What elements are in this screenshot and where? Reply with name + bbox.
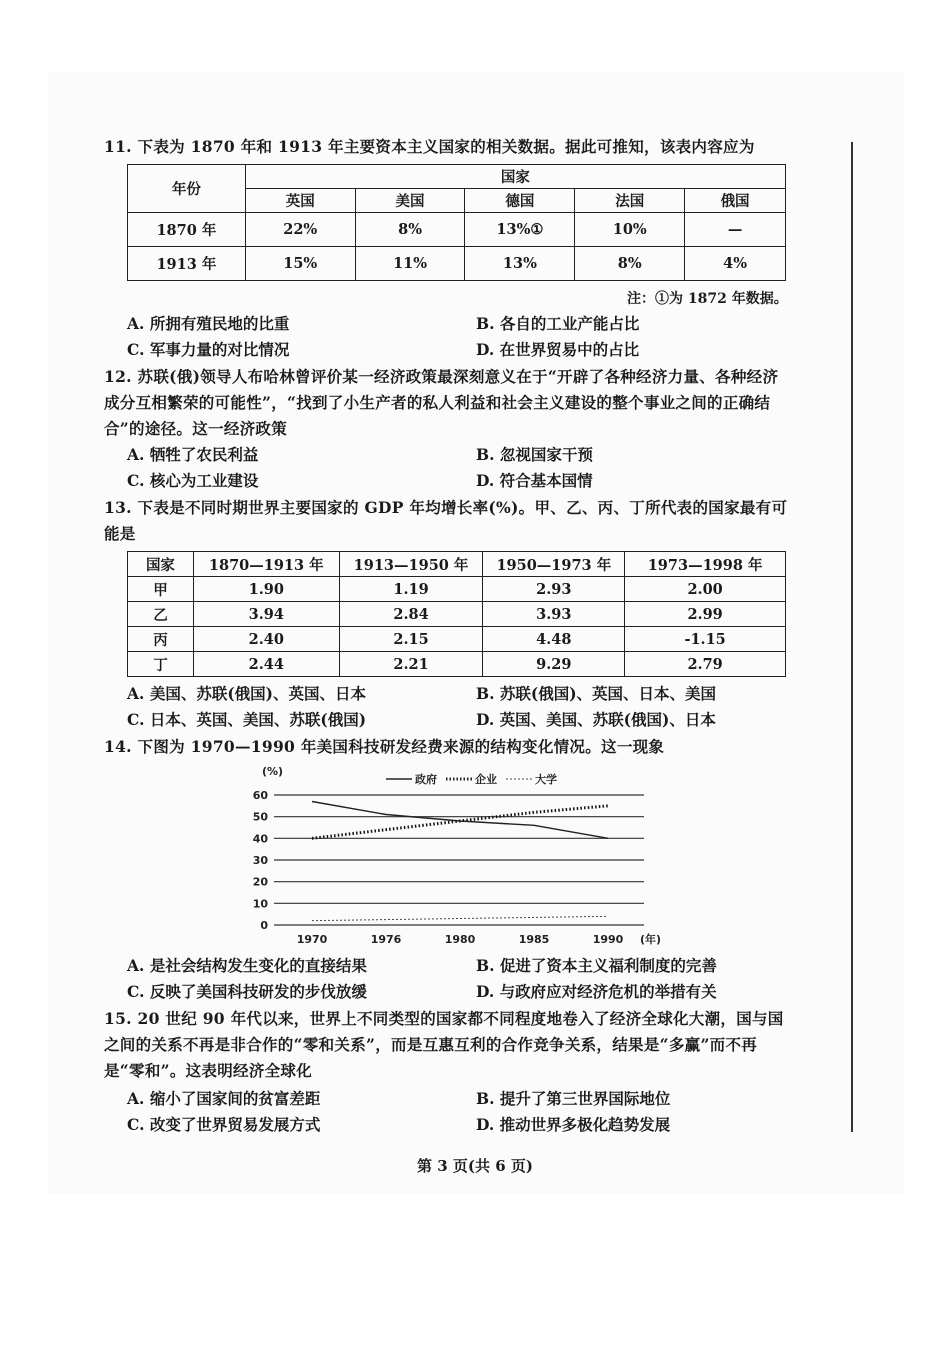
q13-cell: 2.84	[339, 602, 483, 627]
q11-table	[127, 164, 786, 281]
q15-option-b[interactable]: B. 提升了第三世界国际地位	[476, 1089, 671, 1108]
series-line-1	[312, 806, 608, 839]
q13-cell: 2.00	[625, 577, 786, 602]
q11-cell: 8%	[355, 213, 465, 247]
y-axis-label: (%)	[262, 765, 284, 778]
q13-cell: 2.44	[193, 652, 339, 677]
q15-stem: 15. 20 世纪 90 年代以来，世界上不同类型的国家都不同程度地卷入了经济全球化大潮，国与国之间的关系不再是非合作的“零和关系”，而是互惠互利的合作竞争关系，结果是“多赢”而不再是“零和”。这表明经济全球化	[104, 1009, 784, 1080]
q13-cell: 3.94	[193, 602, 339, 627]
q13-option-b[interactable]: B. 苏联(俄国)、英国、日本、美国	[476, 684, 717, 703]
q13-cell: 1.19	[339, 577, 483, 602]
q11-header-year: 年份	[128, 165, 246, 213]
q13-cell: 甲	[128, 577, 194, 602]
q11-option-a[interactable]: A. 所拥有殖民地的比重	[127, 314, 290, 333]
q11-cell: 10%	[575, 213, 685, 247]
q11-option-b[interactable]: B. 各自的工业产能占比	[476, 314, 640, 333]
q13-cell: 2.15	[339, 627, 483, 652]
q13-option-a[interactable]: A. 美国、苏联(俄国)、英国、日本	[127, 684, 366, 703]
margin-rule	[851, 142, 853, 1132]
q11-cell: 15%	[245, 247, 355, 281]
q15-option-d[interactable]: D. 推动世界多极化趋势发展	[476, 1115, 671, 1134]
q13-header: 国家	[128, 552, 194, 577]
q13-cell: 乙	[128, 602, 194, 627]
q12-stem: 12. 苏联(俄)领导人布哈林曾评价某一经济政策最深刻意义在于“开辟了各种经济力量、各种经济成分互相繁荣的可能性”，“找到了小生产者的私人利益和社会主义建设的整个事业之间的正确结合”的途径。这一经济政策	[104, 367, 779, 438]
q11-cell: 13%	[465, 247, 575, 281]
q13-cell: 2.21	[339, 652, 483, 677]
rd-funding-chart	[240, 760, 680, 952]
q11-country: 法国	[575, 189, 685, 213]
x-tick-label: 1970	[296, 933, 328, 946]
q13-option-d[interactable]: D. 英国、美国、苏联(俄国)、日本	[476, 710, 716, 729]
series-line-2	[312, 916, 608, 920]
q11-row-year: 1913 年	[128, 247, 246, 281]
q13-cell: 丙	[128, 627, 194, 652]
legend-label-government: 政府	[415, 773, 437, 786]
q13-cell: 2.40	[193, 627, 339, 652]
q11-row-year: 1870 年	[128, 213, 246, 247]
q15-option-c[interactable]: C. 改变了世界贸易发展方式	[127, 1115, 321, 1134]
x-tick-label: 1976	[370, 933, 402, 946]
q13-cell: 2.93	[483, 577, 625, 602]
q14-option-b[interactable]: B. 促进了资本主义福利制度的完善	[476, 956, 717, 975]
q13-header: 1913—1950 年	[339, 552, 483, 577]
q11-note: 注：①为 1872 年数据。	[627, 291, 788, 307]
q11-country: 德国	[465, 189, 575, 213]
y-tick-label: 30	[252, 854, 268, 867]
q13-cell: -1.15	[625, 627, 786, 652]
q11-stem: 11. 下表为 1870 年和 1913 年主要资本主义国家的相关数据。据此可推知，该表内容应为	[104, 137, 755, 156]
y-tick-label: 20	[252, 875, 268, 889]
q11-country: 美国	[355, 189, 465, 213]
y-tick-label: 60	[252, 789, 268, 802]
q15-option-a[interactable]: A. 缩小了国家间的贫富差距	[127, 1089, 321, 1108]
q14-option-d[interactable]: D. 与政府应对经济危机的举措有关	[476, 982, 717, 1001]
q13-header: 1870—1913 年	[193, 552, 339, 577]
q14-option-a[interactable]: A. 是社会结构发生变化的直接结果	[127, 956, 367, 975]
legend-label-enterprise: 企业	[475, 773, 497, 786]
q13-table	[127, 551, 786, 677]
page-footer: 第 3 页(共 6 页)	[417, 1157, 533, 1175]
legend-label-university: 大学	[535, 773, 557, 786]
q14-stem: 14. 下图为 1970—1990 年美国科技研发经费来源的结构变化情况。这一现象	[104, 737, 665, 756]
q13-cell: 2.99	[625, 602, 786, 627]
q11-option-c[interactable]: C. 军事力量的对比情况	[127, 340, 290, 359]
q11-cell: 4%	[685, 247, 786, 281]
q11-header-country: 国家	[245, 165, 785, 189]
q11-cell: 11%	[355, 247, 465, 281]
q11-cell: —	[685, 213, 786, 247]
q11-country: 俄国	[685, 189, 786, 213]
q13-cell: 4.48	[483, 627, 625, 652]
q11-country: 英国	[245, 189, 355, 213]
q13-header: 1950—1973 年	[483, 552, 625, 577]
q14-option-c[interactable]: C. 反映了美国科技研发的步伐放缓	[127, 982, 367, 1001]
q13-cell: 丁	[128, 652, 194, 677]
q13-cell: 3.93	[483, 602, 625, 627]
q13-stem: 13. 下表是不同时期世界主要国家的 GDP 年均增长率(%)。甲、乙、丙、丁所代表的国家最有可能是	[104, 498, 788, 543]
y-tick-label: 0	[260, 919, 268, 932]
y-tick-label: 50	[252, 810, 268, 824]
q13-cell: 2.79	[625, 652, 786, 677]
q13-header: 1973—1998 年	[625, 552, 786, 577]
x-tick-label: 1990	[592, 933, 624, 946]
chart-legend	[386, 772, 557, 786]
q12-option-a[interactable]: A. 牺牲了农民利益	[127, 445, 259, 464]
q11-cell: 13%①	[465, 213, 575, 247]
q11-cell: 22%	[245, 213, 355, 247]
x-axis-label: (年)	[640, 933, 662, 946]
y-tick-label: 10	[252, 897, 268, 911]
q13-cell: 9.29	[483, 652, 625, 677]
q12-option-c[interactable]: C. 核心为工业建设	[127, 471, 259, 490]
q12-option-b[interactable]: B. 忽视国家干预	[476, 445, 593, 464]
q12-option-d[interactable]: D. 符合基本国情	[476, 471, 593, 490]
q11-option-d[interactable]: D. 在世界贸易中的占比	[476, 340, 640, 359]
y-tick-label: 40	[252, 832, 268, 846]
q13-cell: 1.90	[193, 577, 339, 602]
q13-option-c[interactable]: C. 日本、英国、美国、苏联(俄国)	[127, 710, 367, 729]
x-tick-label: 1980	[444, 933, 476, 946]
q11-cell: 8%	[575, 247, 685, 281]
x-tick-label: 1985	[518, 933, 550, 946]
